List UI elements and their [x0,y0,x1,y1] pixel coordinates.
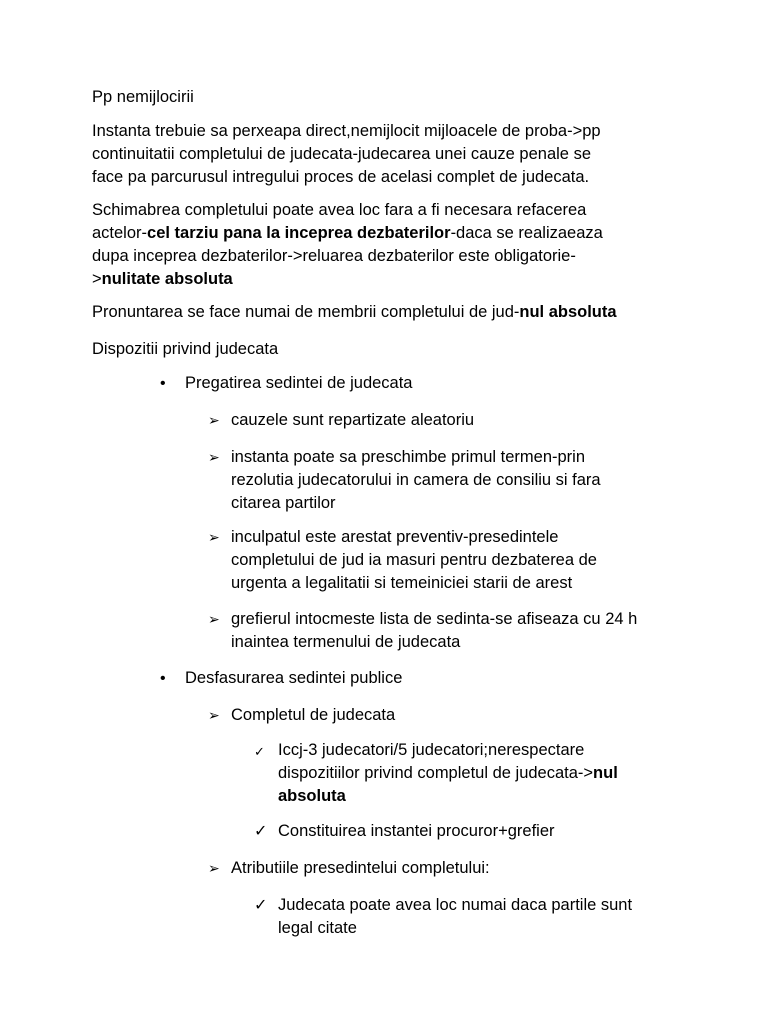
list-item: cauzele sunt repartizate aleatoriu [231,411,475,429]
list-item: Desfasurarea sedintei publice [185,669,403,687]
list-item [278,894,693,940]
arrow-bullet-icon: ➢ [208,860,220,876]
list-item [231,608,691,654]
paragraph-pronuntare [92,301,692,324]
text-run: Pronuntarea se face numai de membrii completului de jud- [92,303,520,321]
arrow-bullet-icon: ➢ [208,412,220,428]
bold-text-run: nul [593,764,618,782]
paragraph-line: Schimabrea completului poate avea loc fara a fi necesara refacerea [92,201,587,219]
list-item [278,739,693,808]
text-run: > [92,270,102,288]
arrow-bullet-icon: ➢ [208,449,220,465]
list-item-line: rezolutia judecatorului in camera de consiliu si fara [231,471,601,489]
arrow-bullet-icon: ➢ [208,611,220,627]
list-item-line: citarea partilor [231,494,336,512]
paragraph-line [92,222,692,245]
list-item-line: Iccj-3 judecatori/5 judecatori;nerespectare [278,741,585,759]
list-item: Completul de judecata [231,706,396,724]
paragraph-text: Dispozitii privind judecata [92,340,279,358]
paragraph-line: continuitatii completului de judecata-judecarea unei cauze penale se [92,145,591,163]
paragraph-line: dupa inceprea dezbaterilor->reluarea dezbaterilor este obligatorie- [92,247,576,265]
list-item [231,446,691,515]
check-bullet-icon: ✓ [254,897,268,914]
list-item: Atributiile presedintelui completului: [231,859,490,877]
check-bullet-icon: ✓ [254,744,265,759]
bullet-dot-icon: • [160,375,166,392]
list-item: Constituirea instantei procuror+grefier [278,822,555,840]
paragraph-line: face pa parcurusul intregului proces de acelasi complet de judecata. [92,168,590,186]
list-item-line: urgenta a legalitatii si temeiniciei starii de arest [231,574,573,592]
list-item-line: Judecata poate avea loc numai daca partile sunt [278,896,633,914]
text-run: dispozitiilor privind completul de judecata-> [278,764,594,782]
bold-text-run: absoluta [278,787,346,805]
list-item-line [278,785,693,808]
arrow-bullet-icon: ➢ [208,707,220,723]
list-item-line: inculpatul este arestat preventiv-presedintele [231,528,559,546]
paragraph-schimbare-complet [92,199,692,291]
paragraph-line: Instanta trebuie sa perxeapa direct,nemijlocit mijloacele de proba->pp [92,122,601,140]
list-item-line: grefierul intocmeste lista de sedinta-se afiseaza cu 24 h [231,610,638,628]
arrow-bullet-icon: ➢ [208,529,220,545]
bold-text-run: nul absoluta [519,303,617,321]
list-item [231,526,691,595]
list-item-line: legal citate [278,919,357,937]
list-item-line [278,762,693,785]
paragraph-nemijlocire [92,120,692,189]
list-item-line: completului de jud ia masuri pentru dezbaterea de [231,551,597,569]
list-item-line: inaintea termenului de judecata [231,633,461,651]
bold-text-run: nulitate absoluta [101,270,233,288]
text-run: -daca se realizaeaza [450,224,603,242]
paragraph-dispozitii [92,338,692,361]
check-bullet-icon: ✓ [254,823,268,840]
list-item: Pregatirea sedintei de judecata [185,374,413,392]
paragraph-line [92,268,692,291]
section-heading [92,86,692,109]
bullet-dot-icon: • [160,670,166,687]
list-item-line: instanta poate sa preschimbe primul termen-prin [231,448,586,466]
bold-text-run: cel tarziu pana la inceprea dezbaterilor [147,224,451,242]
text-run: actelor- [92,224,148,242]
heading-text: Pp nemijlocirii [92,88,194,106]
